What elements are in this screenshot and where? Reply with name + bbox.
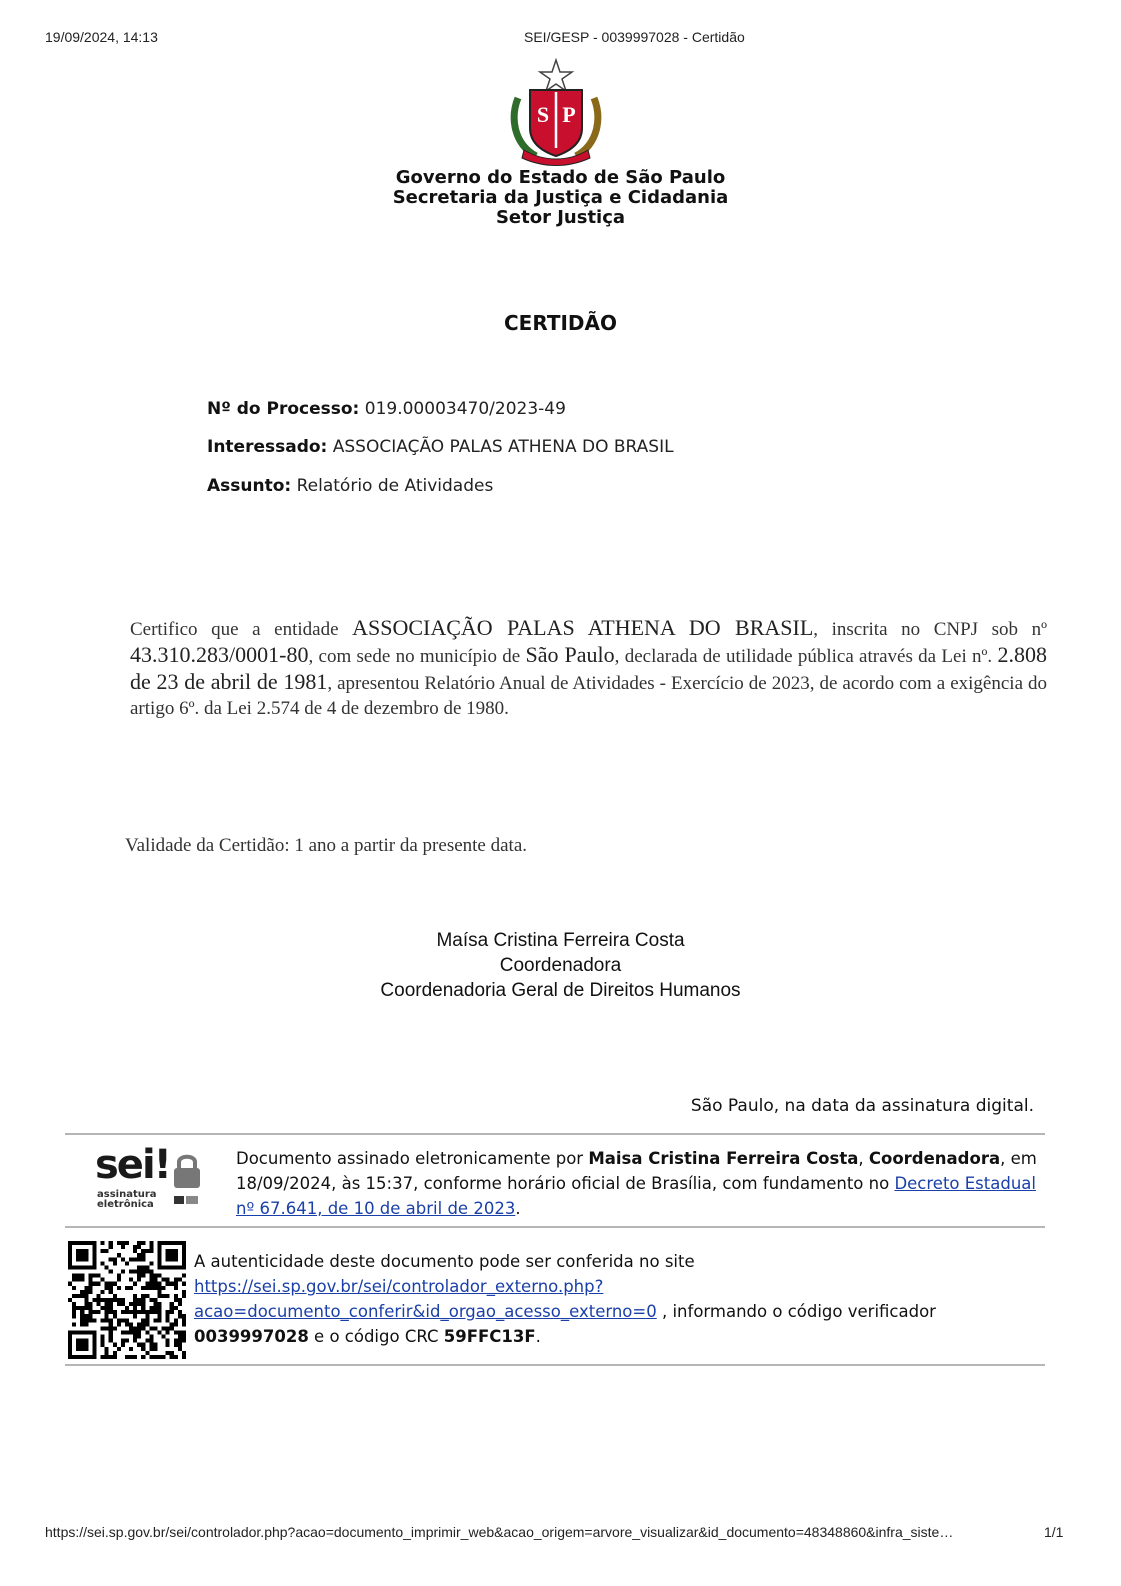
- padlock-icon: [172, 1152, 202, 1213]
- verifier-code: 0039997028: [194, 1327, 309, 1346]
- interessado-label: Interessado:: [207, 437, 328, 457]
- field-processo: [207, 399, 566, 419]
- signatory-block: [0, 928, 1121, 1003]
- document-title: CERTIDÃO: [503, 311, 617, 335]
- esig-role: Coordenadora: [868, 1149, 1001, 1168]
- signatory-role: Coordenadora: [499, 955, 622, 976]
- body-text-1: Certifico que a entidade: [130, 619, 339, 640]
- entity-name: ASSOCIAÇÃO PALAS ATHENA DO BRASIL: [352, 615, 814, 640]
- divider-top: [65, 1133, 1045, 1135]
- place-date: São Paulo, na data da assinatura digital.: [690, 1096, 1034, 1116]
- verification-url-link-2[interactable]: acao=documento_conferir&id_orgao_acesso_externo=0: [194, 1302, 657, 1321]
- auth-text-2: , informando o código verificador: [656, 1302, 936, 1321]
- esig-signer: Maisa Cristina Ferreira Costa: [588, 1149, 859, 1168]
- coat-of-arms-icon: [506, 58, 606, 166]
- qr-code-icon: [68, 1241, 186, 1359]
- body-text-4: , declarada de utilidade pública através da Lei nº.: [614, 646, 993, 667]
- header-line-2: Secretaria da Justiça e Cidadania: [392, 187, 729, 208]
- verification-url-link-1[interactable]: https://sei.sp.gov.br/sei/controlador_externo.php?: [194, 1277, 604, 1296]
- divider-bottom: [65, 1364, 1045, 1366]
- esig-text-3: , em 18/09/2024, às 15:37, conforme horário oficial de Brasília, com fundamento no: [236, 1149, 1037, 1193]
- print-datetime: 19/09/2024, 14:13: [45, 29, 158, 45]
- esig-text-1: Documento assinado eletronicamente por: [236, 1149, 589, 1168]
- cnpj-value: 43.310.283/0001-80: [130, 642, 309, 667]
- body-text-2: , inscrita no CNPJ sob nº: [813, 619, 1047, 640]
- header-line-1: Governo do Estado de São Paulo: [395, 167, 726, 188]
- crc-code: 59FFC13F: [443, 1327, 536, 1346]
- print-footer-url: https://sei.sp.gov.br/sei/controlador.php?acao=documento_imprimir_web&acao_origem=arvore_visualizar&id_documento=48348860&infra_siste…: [45, 1524, 954, 1540]
- city-name: São Paulo: [525, 642, 615, 667]
- assunto-value: Relatório de Atividades: [296, 476, 494, 496]
- certificate-body: [130, 615, 1047, 721]
- sei-logo: [92, 1142, 202, 1214]
- interessado-value: ASSOCIAÇÃO PALAS ATHENA DO BRASIL: [332, 437, 674, 457]
- electronic-signature-text: [236, 1146, 1046, 1221]
- assunto-label: Assunto:: [207, 476, 292, 496]
- sei-logo-word: sei!: [95, 1142, 170, 1188]
- emblem-letter-s: S: [536, 102, 550, 127]
- body-text-3: , com sede no município de: [308, 646, 521, 667]
- header-line-3: Setor Justiça: [495, 207, 626, 228]
- print-page-number: 1/1: [1044, 1524, 1064, 1540]
- authenticity-text: [194, 1249, 1054, 1349]
- decree-link[interactable]: Decreto Estadual nº 67.641, de 10 de abril de 2023: [236, 1174, 1036, 1218]
- body-text-5: , apresentou Relatório Anual de Atividades - Exercício de 2023, de acordo com a exigência do artigo 6º. da Lei 2.574 de 4 de dezembro de 1980.: [130, 673, 1047, 719]
- validity-text: Validade da Certidão: 1 ano a partir da presente data.: [125, 835, 527, 856]
- law-reference: 2.808 de 23 de abril de 1981: [130, 642, 1047, 694]
- print-doc-title: SEI/GESP - 0039997028 - Certidão: [524, 29, 745, 45]
- emblem-letter-p: P: [562, 102, 576, 127]
- institution-header: [0, 168, 1121, 228]
- auth-text-3: e o código CRC: [308, 1327, 444, 1346]
- processo-label: Nº do Processo:: [207, 399, 360, 419]
- esig-text-4: .: [515, 1199, 521, 1218]
- sei-logo-sub1: assinatura: [97, 1189, 157, 1200]
- sei-logo-sub2: eletrônica: [97, 1199, 154, 1210]
- signatory-department: Coordenadoria Geral de Direitos Humanos: [380, 980, 741, 1001]
- auth-text-4: .: [535, 1327, 541, 1346]
- auth-text-1: A autenticidade deste documento pode ser conferida no site: [194, 1252, 695, 1271]
- field-assunto: [207, 476, 493, 496]
- signatory-name: Maísa Cristina Ferreira Costa: [436, 930, 685, 951]
- field-interessado: [207, 437, 674, 457]
- esig-text-2: ,: [858, 1149, 869, 1168]
- processo-value: 019.00003470/2023-49: [364, 399, 566, 419]
- divider-middle: [65, 1226, 1045, 1228]
